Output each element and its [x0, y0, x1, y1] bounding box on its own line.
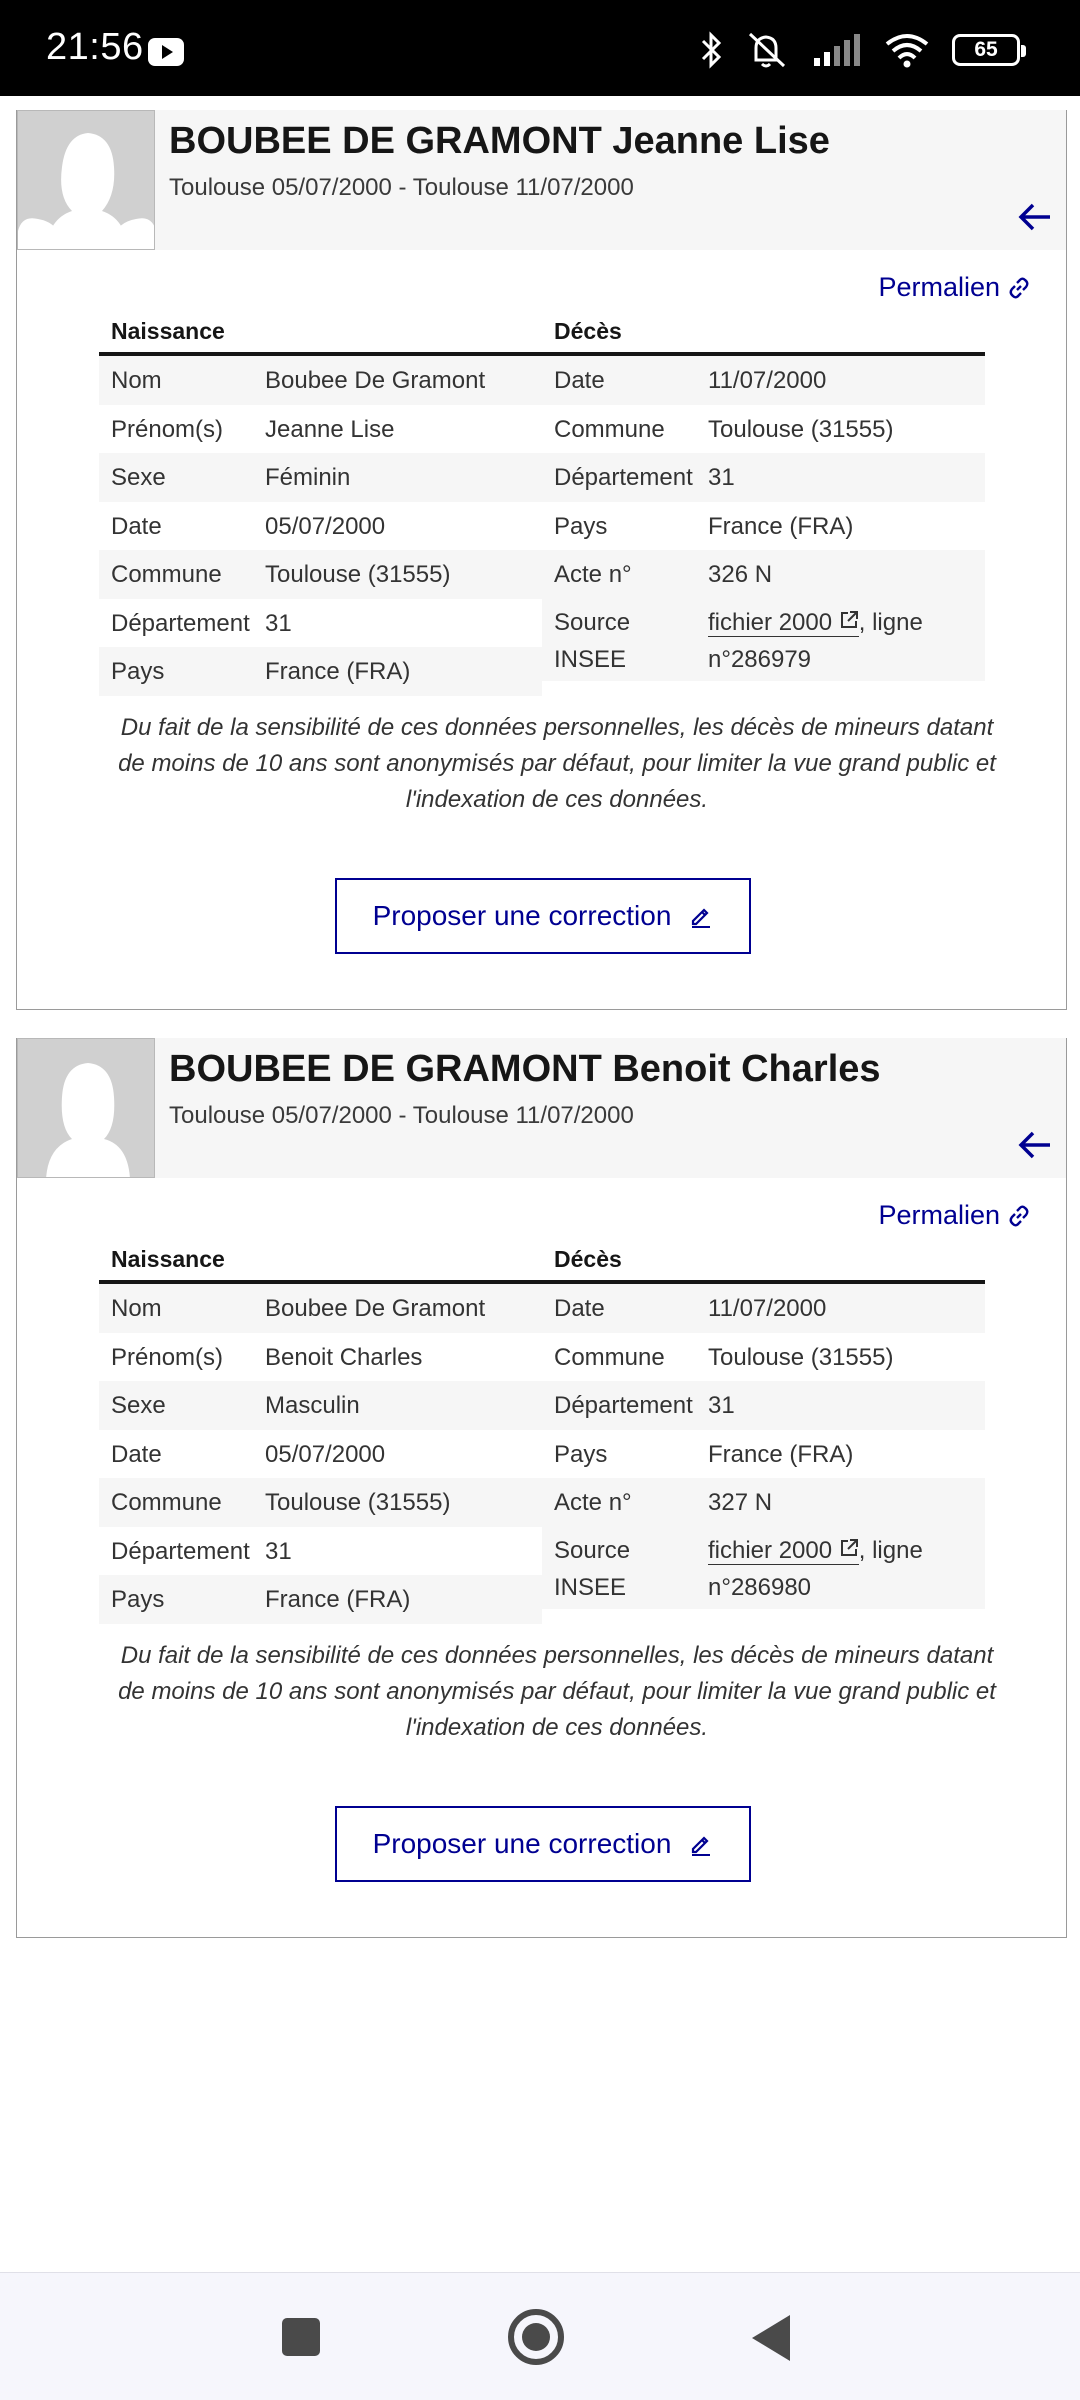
table-row: Commune Toulouse (31555) [99, 550, 542, 599]
pencil-icon [689, 904, 713, 928]
table-row: Département 31 [542, 1381, 985, 1430]
table-row: Sexe Féminin [99, 453, 542, 502]
recent-apps-button[interactable] [282, 2318, 320, 2356]
source-file-link[interactable]: fichier 2000 [708, 609, 859, 637]
person-silhouette-icon [18, 1039, 155, 1178]
death-record-card [16, 110, 1067, 1010]
record-subtitle: Toulouse 05/07/2000 - Toulouse 11/07/2000 [169, 174, 634, 201]
pencil-icon [689, 1832, 713, 1856]
youtube-notification-icon [148, 38, 184, 66]
table-row: Acte n° 326 N [542, 550, 985, 599]
table-row: Sexe Masculin [99, 1381, 542, 1430]
table-row: Acte n° 327 N [542, 1478, 985, 1527]
death-record-card [16, 1038, 1067, 1938]
back-button[interactable] [752, 2315, 790, 2361]
person-silhouette-icon [18, 111, 155, 250]
table-row: Département 31 [111, 609, 292, 637]
death-table [542, 310, 985, 696]
propose-correction-button[interactable] [335, 1806, 751, 1882]
record-title: BOUBEE DE GRAMONT Benoit Charles [169, 1048, 881, 1090]
record-title: BOUBEE DE GRAMONT Jeanne Lise [169, 120, 830, 162]
table-row: Pays France (FRA) [554, 1440, 854, 1468]
avatar [17, 110, 155, 250]
record-header [17, 1038, 1066, 1178]
permalink-label: Permalien [878, 1200, 1000, 1230]
birth-header: Naissance [99, 1238, 542, 1284]
table-row: Source INSEE fichier 2000 , ligne n°286979 [542, 599, 985, 681]
table-row: Pays France (FRA) [99, 647, 542, 696]
death-header: Décès [542, 310, 985, 356]
table-row: Source INSEE fichier 2000 , ligne n°286980 [542, 1527, 985, 1609]
source-value: fichier 2000 , ligne n°286980 [708, 1536, 923, 1601]
table-row: Date 11/07/2000 [542, 1284, 985, 1333]
table-row: Date 11/07/2000 [542, 356, 985, 405]
back-arrow-icon[interactable] [1018, 202, 1052, 232]
permalink-link[interactable] [878, 1200, 1032, 1231]
system-navigation-bar [0, 2272, 1080, 2400]
table-row: Commune Toulouse (31555) [99, 1478, 542, 1527]
status-icons [700, 30, 1020, 70]
record-subtitle: Toulouse 05/07/2000 - Toulouse 11/07/2000 [169, 1102, 634, 1129]
table-row: Département 31 [111, 1537, 292, 1565]
record-header [17, 110, 1066, 250]
table-row: Prénom(s) Benoit Charles [111, 1343, 423, 1371]
table-row: Pays France (FRA) [554, 512, 854, 540]
table-row: Date 05/07/2000 [111, 1440, 386, 1468]
anonymization-note: Du fait de la sensibilité de ces données personnelles, les décès de mineurs datant de moins de 10 ans sont anonymisés par défaut, pour limiter la vue grand public et l'indexation de ces données. [118, 714, 996, 813]
correction-label: Proposer une correction [372, 900, 672, 931]
status-bar [0, 0, 1080, 96]
battery-icon: 65 [952, 34, 1020, 66]
wifi-icon [884, 32, 930, 68]
anonymization-note: Du fait de la sensibilité de ces données personnelles, les décès de mineurs datant de moins de 10 ans sont anonymisés par défaut, pour limiter la vue grand public et l'indexation de ces données. [118, 1642, 996, 1741]
table-row: Nom Boubee De Gramont [99, 1284, 542, 1333]
table-row: Nom Boubee De Gramont [99, 356, 542, 405]
link-icon [1006, 1203, 1032, 1229]
permalink-label: Permalien [878, 272, 1000, 302]
table-row: Département 31 [542, 453, 985, 502]
birth-table [99, 1238, 542, 1624]
external-link-icon [839, 610, 859, 630]
permalink-link[interactable] [878, 272, 1032, 303]
source-file-link[interactable]: fichier 2000 [708, 1537, 859, 1565]
status-time: 21:56 [46, 26, 144, 68]
birth-table [99, 310, 542, 696]
home-button[interactable] [508, 2309, 564, 2365]
table-row: Pays France (FRA) [99, 1575, 542, 1624]
death-table [542, 1238, 985, 1624]
table-row: Date 05/07/2000 [111, 512, 386, 540]
external-link-icon [839, 1538, 859, 1558]
record-tables [99, 1238, 985, 1624]
death-header: Décès [542, 1238, 985, 1284]
avatar [17, 1038, 155, 1178]
bluetooth-icon [700, 31, 724, 69]
link-icon [1006, 275, 1032, 301]
mute-icon [746, 30, 790, 70]
signal-icon [812, 32, 862, 68]
correction-label: Proposer une correction [372, 1828, 672, 1859]
source-value: fichier 2000 , ligne n°286979 [708, 608, 923, 673]
table-row: Prénom(s) Jeanne Lise [111, 415, 395, 443]
table-row: Commune Toulouse (31555) [554, 1343, 894, 1371]
table-row: Commune Toulouse (31555) [554, 415, 894, 443]
birth-header: Naissance [99, 310, 542, 356]
propose-correction-button[interactable] [335, 878, 751, 954]
back-arrow-icon[interactable] [1018, 1130, 1052, 1160]
record-tables [99, 310, 985, 696]
